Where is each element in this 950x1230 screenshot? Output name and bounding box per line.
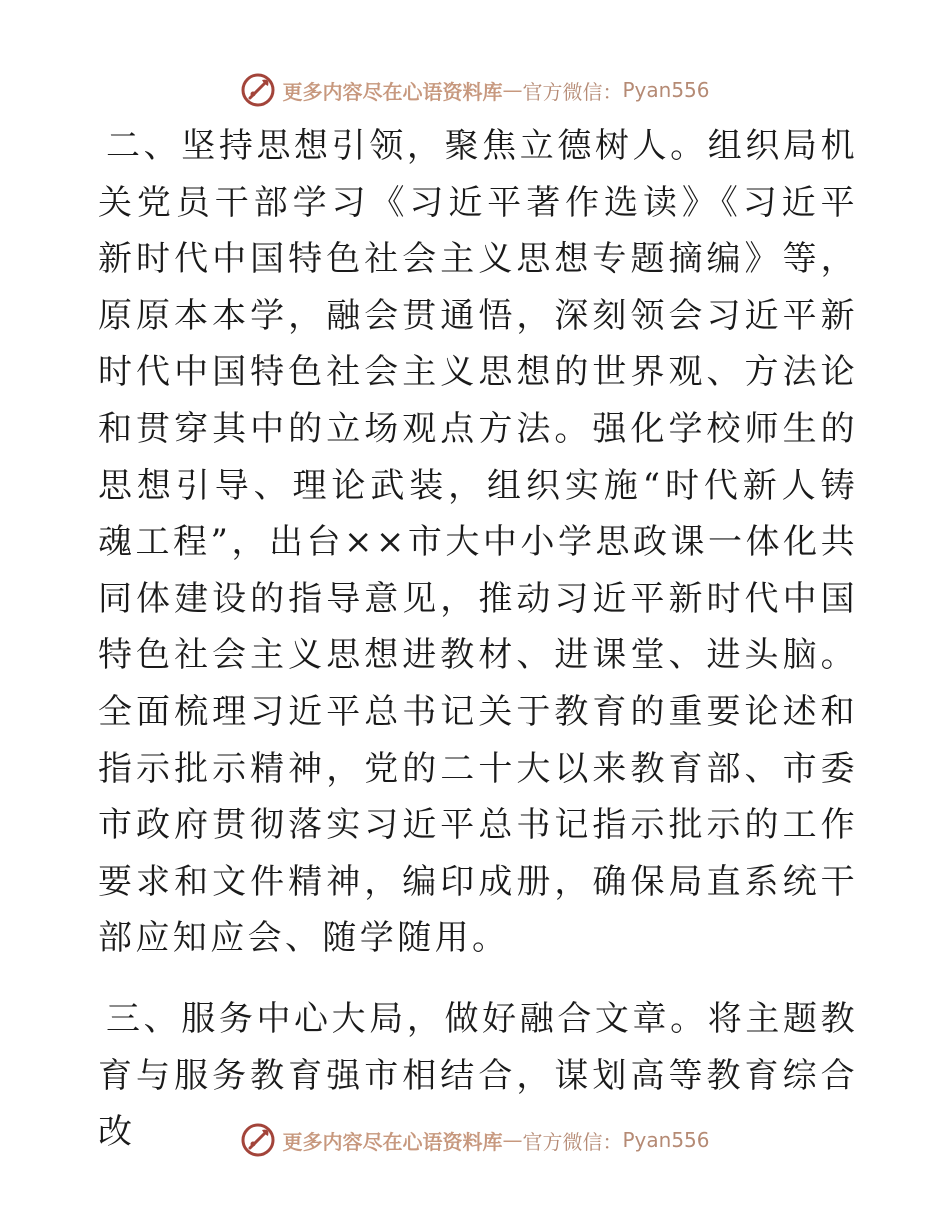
banner-wechat-handle: Pyan556 (622, 78, 710, 102)
banner-official-label: 官方微信： (522, 1129, 623, 1154)
paragraph-section-three: 三、服务中心大局，做好融合文章。将主题教育与服务教育强市相结合，谋划高等教育综合改 (98, 998, 858, 1153)
header-banner (0, 70, 950, 110)
document-body (98, 118, 858, 1161)
quill-pen-icon (240, 1122, 276, 1158)
banner-wechat-handle: Pyan556 (622, 1128, 710, 1152)
banner-official-label: 官方微信： (522, 79, 623, 104)
banner-dash: — (502, 78, 523, 102)
footer-banner (0, 1120, 950, 1160)
paragraph-section-two: 二、坚持思想引领，聚焦立德树人。组织局机关党员干部学习《习近平著作选读》《习近平新时代中国特色社会主义思想专题摘编》等，原原本本学，融会贯通悟，深刻领会习近平新时代中国特色社会主义思想的世界观、方法论和贯穿其中的立场观点方法。强化学校师生的思想引导、理论武装，组织实施“时代新人铸魂工程”，出台××市大中小学思政课一体化共同体建设的指导意见，推动习近平新时代中国特色社会主义思想进教材、进课堂、进头脑。全面梳理习近平总书记关于教育的重要论述和指示批示精神，党的二十大以来教育部、市委市政府贯彻落实习近平总书记指示批示的工作要求和文件精神，编印成册，确保局直系统干部应知应会、随学随用。 (98, 126, 858, 959)
banner-brand-text: 更多内容尽在心语资料库 (282, 79, 503, 104)
banner-brand-text: 更多内容尽在心语资料库 (282, 1129, 503, 1154)
quill-pen-icon (240, 72, 276, 108)
banner-dash: — (502, 1128, 523, 1152)
